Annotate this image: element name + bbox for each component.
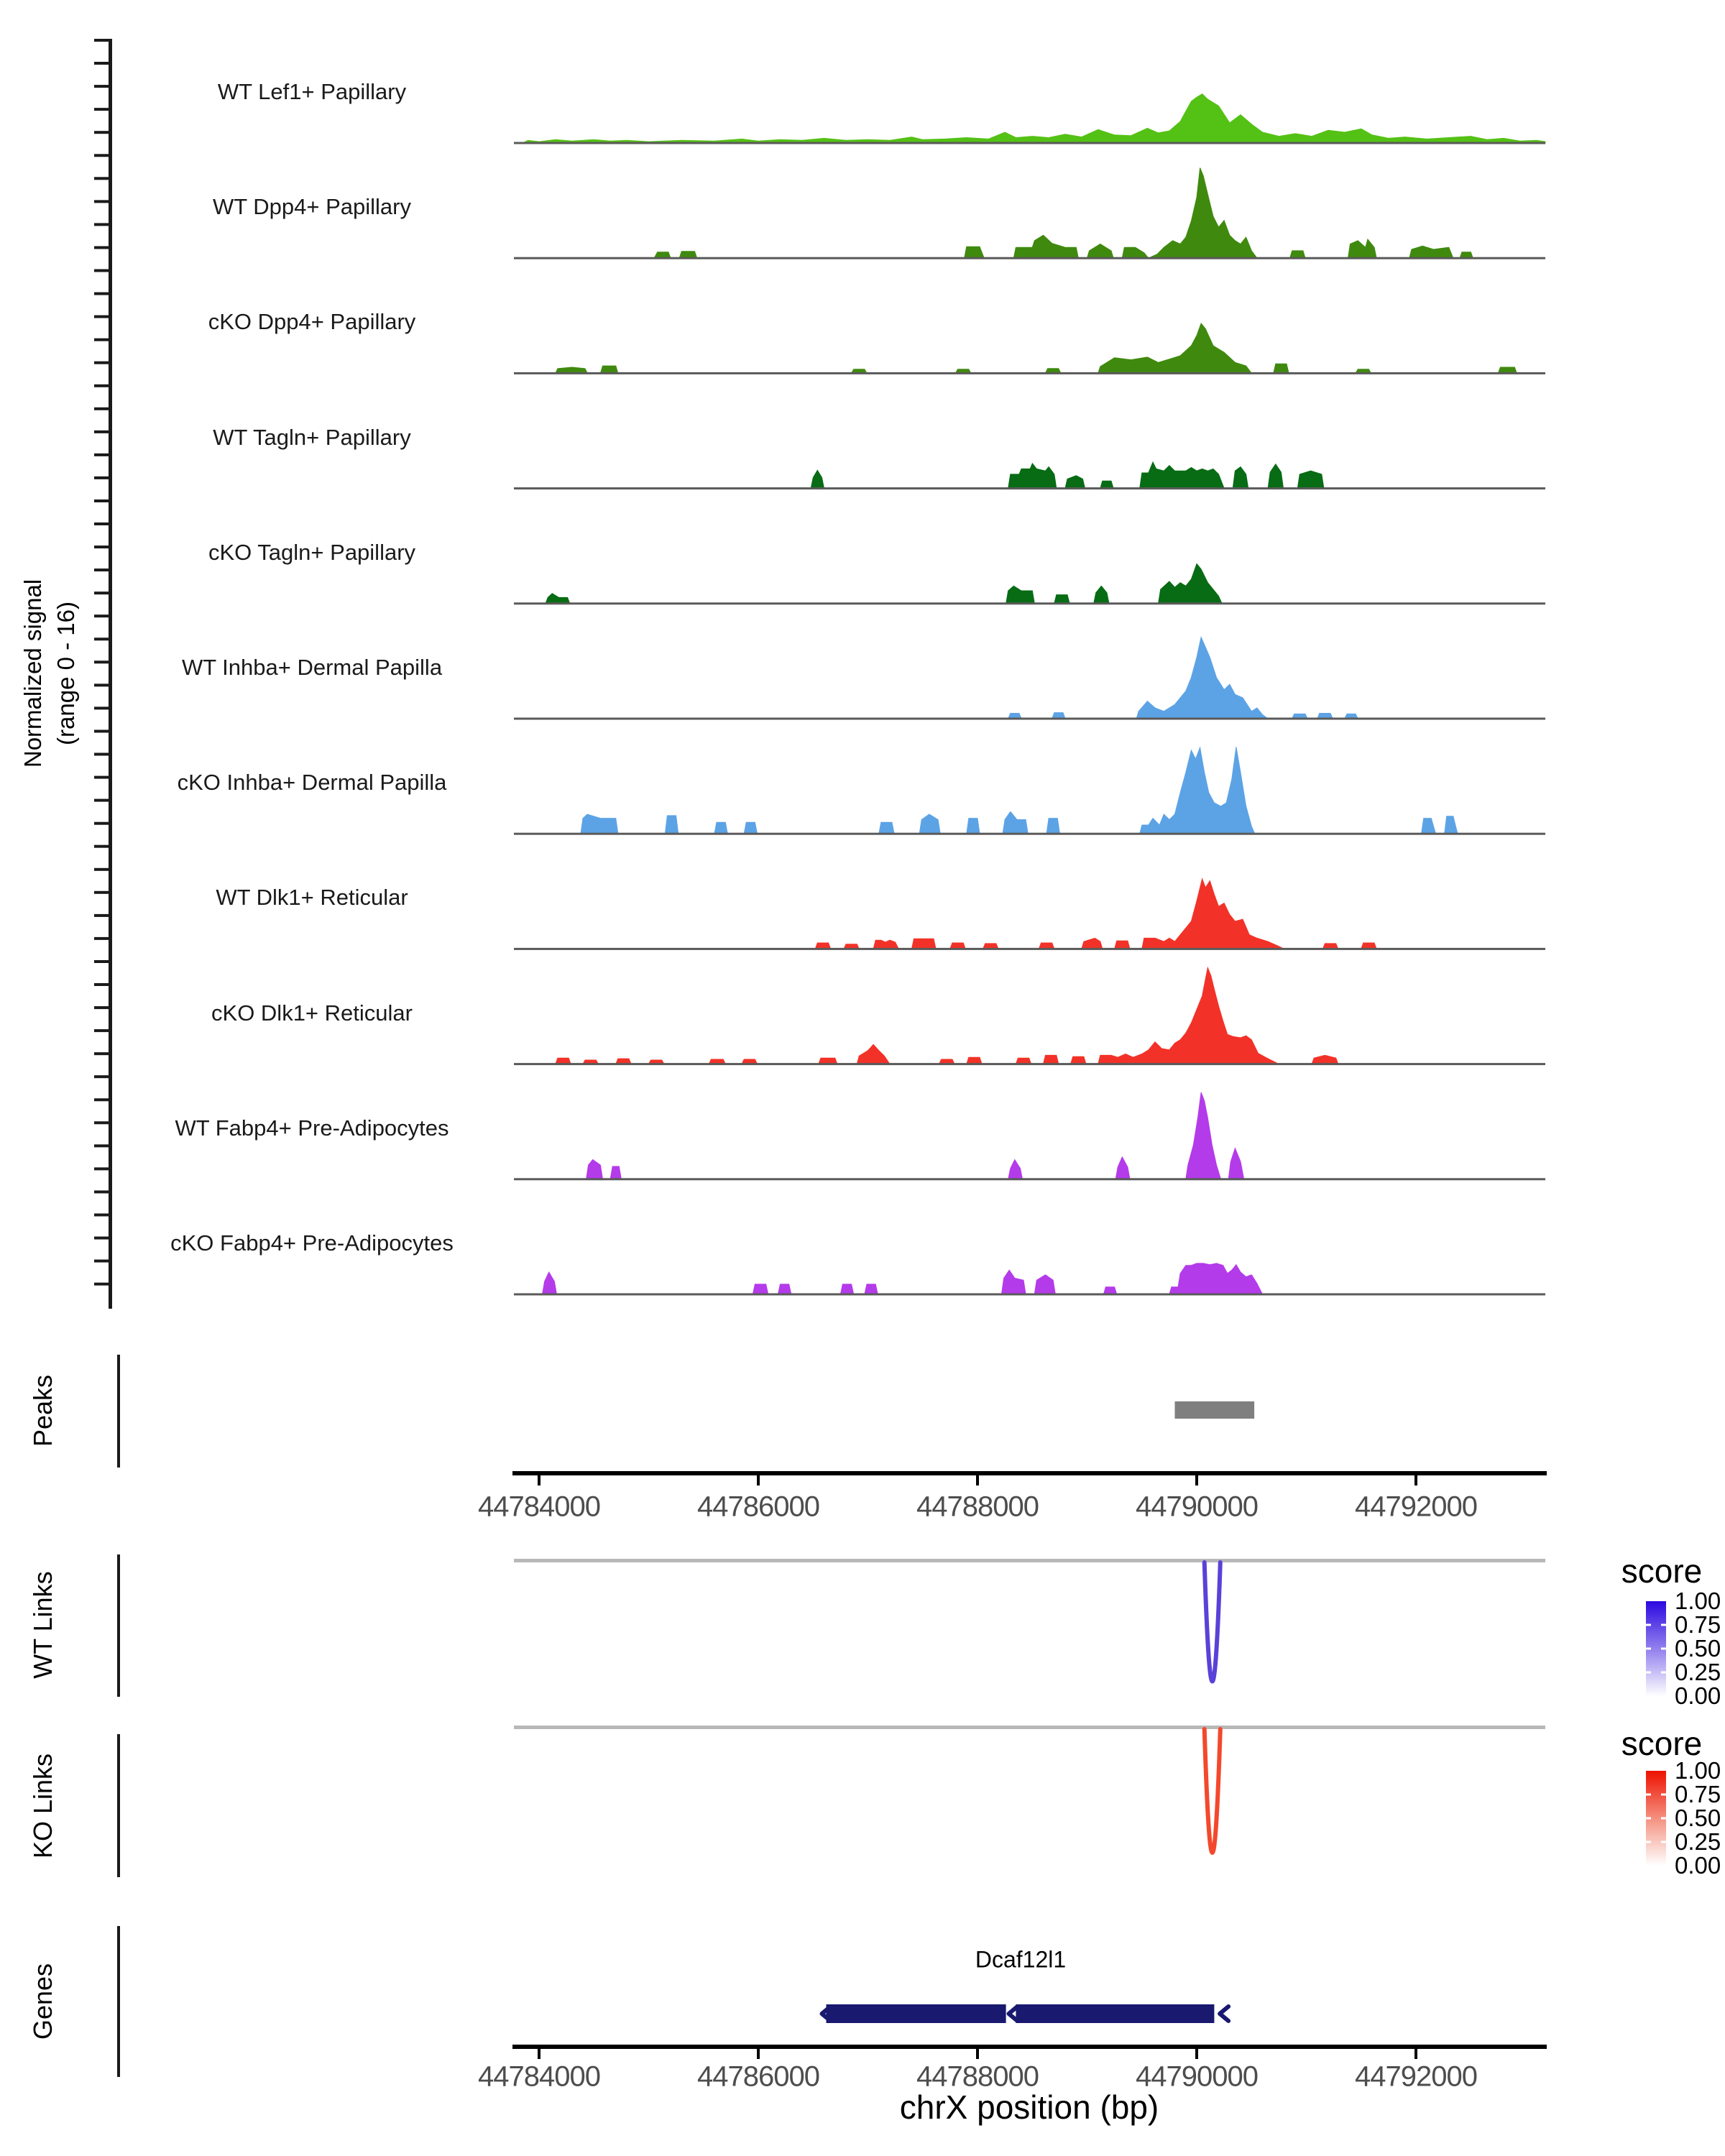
signal-axis-tick: [94, 1121, 109, 1124]
signal-axis-tick: [94, 1191, 109, 1194]
signal-axis-tick: [94, 247, 109, 249]
signal-axis-tick: [94, 223, 109, 226]
ko-score-legend-label-0.50: 0.50: [1675, 1805, 1721, 1831]
signal-area-5: [514, 564, 1545, 604]
genes-track-label: Genes: [28, 1963, 58, 2040]
track-baseline-5: [514, 602, 1545, 604]
genome-axis-line: [512, 1471, 1547, 1475]
track-label-10: WT Fabp4+ Pre-Adipocytes: [175, 1115, 449, 1141]
signal-axis-tick: [94, 39, 109, 42]
wt-score-legend-label-1.00: 1.00: [1675, 1588, 1721, 1614]
signal-axis-tick: [94, 407, 109, 410]
signal-axis-line: [109, 39, 112, 1309]
signal-axis-tick: [94, 85, 109, 88]
axis-tick-label: 44784000: [478, 2060, 600, 2093]
signal-axis-tick: [94, 660, 109, 663]
gene-exon-Dcaf12l1: [1016, 2004, 1214, 2023]
signal-axis-tick: [94, 937, 109, 940]
signal-axis-tick: [94, 1260, 109, 1263]
ko-links-bracket: [117, 1734, 120, 1877]
y-axis-label-line1: Normalized signal: [19, 579, 46, 768]
ko-links-arc: [1205, 1729, 1220, 1853]
signal-area-1: [514, 94, 1545, 143]
axis-tick-label: 44788000: [916, 2060, 1039, 2093]
axis-tick-label: 44786000: [697, 2060, 819, 2093]
x-axis-title: chrX position (bp): [899, 2088, 1159, 2126]
genome-axis-tick: [1195, 2049, 1198, 2059]
signal-axis-tick: [94, 1075, 109, 1078]
track-baseline-7: [514, 833, 1545, 835]
signal-axis-tick: [94, 591, 109, 594]
ko-score-legend-colorbar-tick: [1661, 1841, 1666, 1843]
signal-axis-tick: [94, 983, 109, 986]
track-baseline-1: [514, 142, 1545, 144]
signal-axis-tick: [94, 799, 109, 802]
ko-score-legend-colorbar-tick: [1661, 1818, 1666, 1820]
signal-axis-tick: [94, 476, 109, 479]
signal-axis-tick: [94, 845, 109, 848]
signal-axis-tick: [94, 545, 109, 548]
wt-score-legend-colorbar-tick: [1646, 1648, 1651, 1650]
track-label-3: cKO Dpp4+ Papillary: [208, 309, 416, 335]
signal-axis-tick: [94, 131, 109, 134]
wt-score-legend-label-0.75: 0.75: [1675, 1611, 1721, 1638]
signal-axis-tick: [94, 776, 109, 779]
track-baseline-8: [514, 948, 1545, 950]
genome-axis-tick: [538, 1475, 540, 1485]
genome-axis-tick: [1195, 1475, 1198, 1485]
wt-score-legend-title: score: [1621, 1552, 1703, 1590]
signal-axis-tick: [94, 292, 109, 295]
signal-axis-tick: [94, 315, 109, 318]
track-baseline-9: [514, 1063, 1545, 1065]
wt-score-legend-label-0.00: 0.00: [1675, 1682, 1721, 1709]
ko-links-track-label: KO Links: [28, 1753, 58, 1859]
wt-score-legend-colorbar-tick: [1661, 1672, 1666, 1674]
signal-axis-tick: [94, 1098, 109, 1101]
axis-tick-label: 44786000: [697, 1491, 819, 1523]
wt-links-baseline: [514, 1559, 1545, 1562]
ko-score-legend-colorbar-tick: [1646, 1794, 1651, 1796]
wt-links-arc: [1205, 1562, 1220, 1682]
signal-axis-tick: [94, 1283, 109, 1286]
signal-axis-tick: [94, 637, 109, 640]
signal-axis-tick: [94, 1214, 109, 1217]
signal-axis-tick: [94, 730, 109, 733]
genome-axis-tick: [1414, 2049, 1417, 2059]
track-label-2: WT Dpp4+ Papillary: [213, 194, 411, 220]
track-baseline-3: [514, 372, 1545, 374]
genome-axis-line: [512, 2045, 1547, 2049]
signal-axis-tick: [94, 453, 109, 456]
genome-axis-tick: [976, 1475, 979, 1485]
track-baseline-4: [514, 487, 1545, 489]
ko-score-legend-title: score: [1621, 1725, 1703, 1762]
signal-axis-tick: [94, 753, 109, 756]
signal-axis-tick: [94, 614, 109, 617]
signal-axis-tick: [94, 108, 109, 111]
track-baseline-10: [514, 1178, 1545, 1180]
signal-area-2: [514, 168, 1545, 259]
axis-tick-label: 44788000: [916, 1491, 1039, 1523]
signal-axis-tick: [94, 384, 109, 387]
ko-score-legend-colorbar-tick: [1646, 1818, 1651, 1820]
signal-axis-tick: [94, 891, 109, 894]
signal-axis-tick: [94, 522, 109, 525]
gene-name-dcaf12l1: Dcaf12l1: [975, 1946, 1067, 1973]
genome-axis-tick: [757, 2049, 760, 2059]
genome-axis-tick: [757, 1475, 760, 1485]
track-label-5: cKO Tagln+ Papillary: [208, 539, 416, 565]
track-label-11: cKO Fabp4+ Pre-Adipocytes: [170, 1230, 454, 1256]
signal-axis-tick: [94, 683, 109, 686]
ko-score-legend-colorbar-tick: [1646, 1841, 1651, 1843]
wt-score-legend-colorbar-tick: [1646, 1672, 1651, 1674]
signal-axis-tick: [94, 200, 109, 203]
signal-area-6: [514, 637, 1545, 719]
track-label-6: WT Inhba+ Dermal Papilla: [181, 655, 443, 680]
axis-tick-label: 44792000: [1355, 2060, 1477, 2093]
signal-axis-tick: [94, 1052, 109, 1055]
wt-score-legend-colorbar-tick: [1661, 1624, 1666, 1626]
signal-area-4: [514, 462, 1545, 489]
track-label-7: cKO Inhba+ Dermal Papilla: [177, 770, 447, 796]
signal-area-3: [514, 323, 1545, 373]
track-label-1: WT Lef1+ Papillary: [217, 79, 407, 104]
signal-axis-tick: [94, 1167, 109, 1170]
wt-links-bracket: [117, 1554, 120, 1697]
track-label-9: cKO Dlk1+ Reticular: [211, 1000, 413, 1026]
y-axis-label-line2: (range 0 - 16): [52, 602, 79, 745]
signal-axis-tick: [94, 1006, 109, 1009]
signal-axis-tick: [94, 154, 109, 157]
wt-score-legend-colorbar-tick: [1646, 1624, 1651, 1626]
genome-axis-tick: [1414, 1475, 1417, 1485]
track-baseline-11: [514, 1294, 1545, 1296]
signal-axis-tick: [94, 361, 109, 364]
signal-axis-tick: [94, 914, 109, 917]
track-baseline-6: [514, 718, 1545, 720]
ko-links-baseline: [514, 1726, 1545, 1729]
genome-axis-tick: [538, 2049, 540, 2059]
genes-bracket: [117, 1926, 120, 2077]
signal-axis-tick: [94, 338, 109, 341]
signal-area-8: [514, 879, 1545, 949]
axis-tick-label: 44784000: [478, 1491, 600, 1523]
track-label-4: WT Tagln+ Papillary: [213, 424, 411, 450]
axis-tick-label: 44790000: [1136, 1491, 1258, 1523]
signal-axis-tick: [94, 62, 109, 65]
signal-axis-tick: [94, 1237, 109, 1240]
peaks-bracket: [117, 1355, 120, 1468]
signal-axis-tick: [94, 177, 109, 180]
peak-region: [1175, 1401, 1255, 1419]
signal-axis-tick: [94, 868, 109, 871]
ko-score-legend-label-0.25: 0.25: [1675, 1828, 1721, 1855]
ko-score-legend-label-0.00: 0.00: [1675, 1852, 1721, 1879]
signal-axis-tick: [94, 1029, 109, 1032]
wt-score-legend-label-0.50: 0.50: [1675, 1635, 1721, 1662]
axis-tick-label: 44792000: [1355, 1491, 1477, 1523]
track-label-8: WT Dlk1+ Reticular: [216, 885, 408, 911]
signal-axis-tick: [94, 960, 109, 963]
signal-axis-tick: [94, 1144, 109, 1147]
signal-axis-tick: [94, 822, 109, 825]
ko-score-legend-label-1.00: 1.00: [1675, 1757, 1721, 1784]
signal-axis-tick: [94, 430, 109, 433]
signal-axis-tick: [94, 706, 109, 709]
genome-axis-tick: [976, 2049, 979, 2059]
signal-area-10: [514, 1092, 1545, 1179]
gene-exon-Dcaf12l1: [827, 2004, 1006, 2023]
track-baseline-2: [514, 257, 1545, 259]
wt-links-track-label: WT Links: [28, 1571, 58, 1679]
gene-strand-arrow: [1220, 2007, 1228, 2021]
signal-area-11: [514, 1263, 1545, 1294]
peaks-track-label: Peaks: [28, 1374, 58, 1447]
signal-axis-tick: [94, 499, 109, 502]
ko-score-legend-label-0.75: 0.75: [1675, 1781, 1721, 1807]
wt-score-legend-colorbar-tick: [1661, 1648, 1666, 1650]
signal-axis-tick: [94, 270, 109, 272]
axis-tick-label: 44790000: [1136, 2060, 1258, 2093]
signal-area-9: [514, 968, 1545, 1064]
signal-area-7: [514, 747, 1545, 834]
ko-score-legend-colorbar-tick: [1661, 1794, 1666, 1796]
signal-axis-tick: [94, 568, 109, 571]
wt-score-legend-label-0.25: 0.25: [1675, 1659, 1721, 1685]
